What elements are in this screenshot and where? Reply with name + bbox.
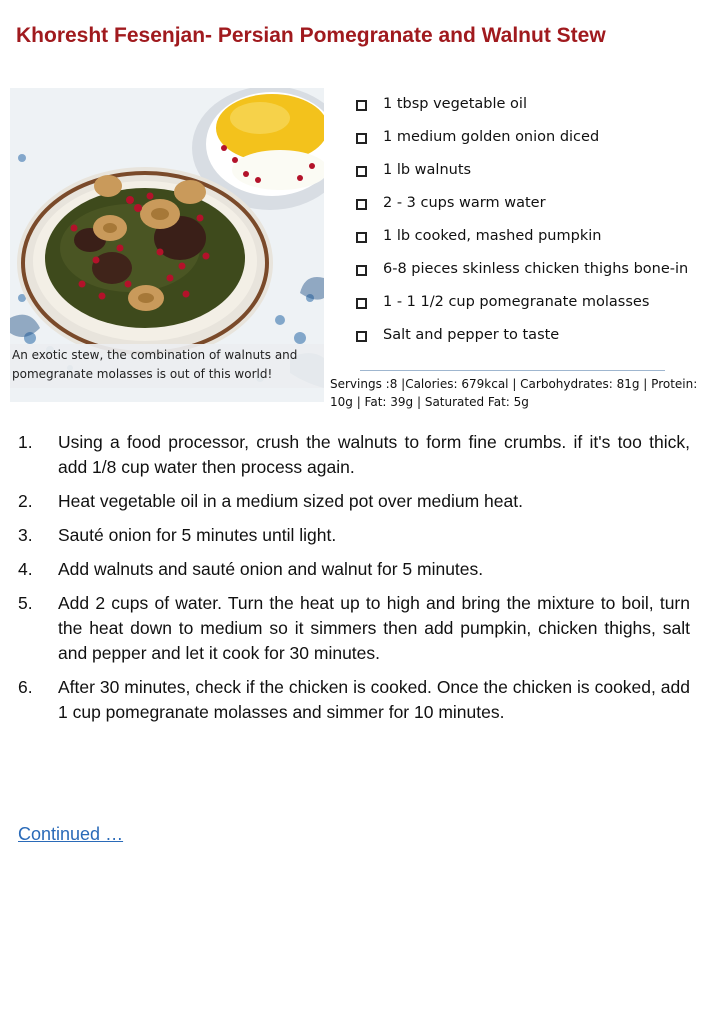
- continued-link[interactable]: Continued …: [18, 824, 124, 844]
- ingredient-text: 1 lb cooked, mashed pumpkin: [383, 228, 602, 244]
- ingredient-text: Salt and pepper to taste: [383, 327, 560, 343]
- ingredient-item: [356, 294, 706, 327]
- step-number: 6.: [18, 677, 33, 697]
- checkbox-icon[interactable]: [356, 232, 367, 243]
- ingredient-text: 1 medium golden onion diced: [383, 129, 600, 145]
- instruction-step: [18, 489, 690, 514]
- nutrition-info: Servings :8 |Calories: 679kcal | Carbohydrates: 81g | Protein: 10g | Fat: 39g | Saturated Fat: 5g: [330, 377, 698, 409]
- step-number: 1.: [18, 432, 33, 452]
- instruction-step: [18, 523, 690, 548]
- photo-caption: An exotic stew, the combination of walnuts and pomegranate molasses is out of this world!: [10, 344, 324, 388]
- checkbox-icon[interactable]: [356, 100, 367, 111]
- ingredient-item: [356, 96, 706, 129]
- checkbox-icon[interactable]: [356, 199, 367, 210]
- ingredient-item: [356, 162, 706, 195]
- step-text: Heat vegetable oil in a medium sized pot over medium heat.: [58, 491, 523, 511]
- step-number: 5.: [18, 593, 33, 613]
- checkbox-icon[interactable]: [356, 265, 367, 276]
- nutrition-divider: [360, 370, 665, 371]
- step-text: Add walnuts and sauté onion and walnut for 5 minutes.: [58, 559, 484, 579]
- ingredient-item: [356, 327, 706, 360]
- ingredient-list: [356, 96, 706, 360]
- instruction-step: [18, 430, 690, 480]
- instruction-step: [18, 675, 690, 725]
- checkbox-icon[interactable]: [356, 298, 367, 309]
- ingredient-text: 2 - 3 cups warm water: [383, 195, 546, 211]
- ingredient-item: [356, 129, 706, 162]
- step-text: Using a food processor, crush the walnuts to form fine crumbs. if it's too thick, add 1/8 cup water then process again.: [58, 432, 690, 477]
- checkbox-icon[interactable]: [356, 331, 367, 342]
- stew-photo: [10, 88, 324, 402]
- step-number: 2.: [18, 491, 33, 511]
- ingredient-text: 1 lb walnuts: [383, 162, 472, 178]
- ingredient-item: [356, 228, 706, 261]
- step-text: Sauté onion for 5 minutes until light.: [58, 525, 337, 545]
- step-number: 4.: [18, 559, 33, 579]
- checkbox-icon[interactable]: [356, 166, 367, 177]
- instruction-list: [18, 430, 690, 734]
- ingredient-text: 1 tbsp vegetable oil: [383, 96, 527, 112]
- ingredient-item: [356, 195, 706, 228]
- recipe-title: Khoresht Fesenjan- Persian Pomegranate and Walnut Stew: [16, 24, 606, 47]
- instruction-step: [18, 557, 690, 582]
- instruction-step: [18, 591, 690, 666]
- ingredient-item: [356, 261, 706, 294]
- checkbox-icon[interactable]: [356, 133, 367, 144]
- step-number: 3.: [18, 525, 33, 545]
- step-text: Add 2 cups of water. Turn the heat up to high and bring the mixture to boil, turn the heat down to medium so it simmers then add pumpkin, chicken thighs, salt and pepper and let it cook for 30 minutes.: [58, 593, 690, 663]
- ingredient-text: 6-8 pieces skinless chicken thighs bone-in: [383, 261, 689, 277]
- step-text: After 30 minutes, check if the chicken is cooked. Once the chicken is cooked, add 1 cup pomegranate molasses and simmer for 10 minutes.: [58, 677, 690, 722]
- ingredient-text: 1 - 1 1/2 cup pomegranate molasses: [383, 294, 650, 310]
